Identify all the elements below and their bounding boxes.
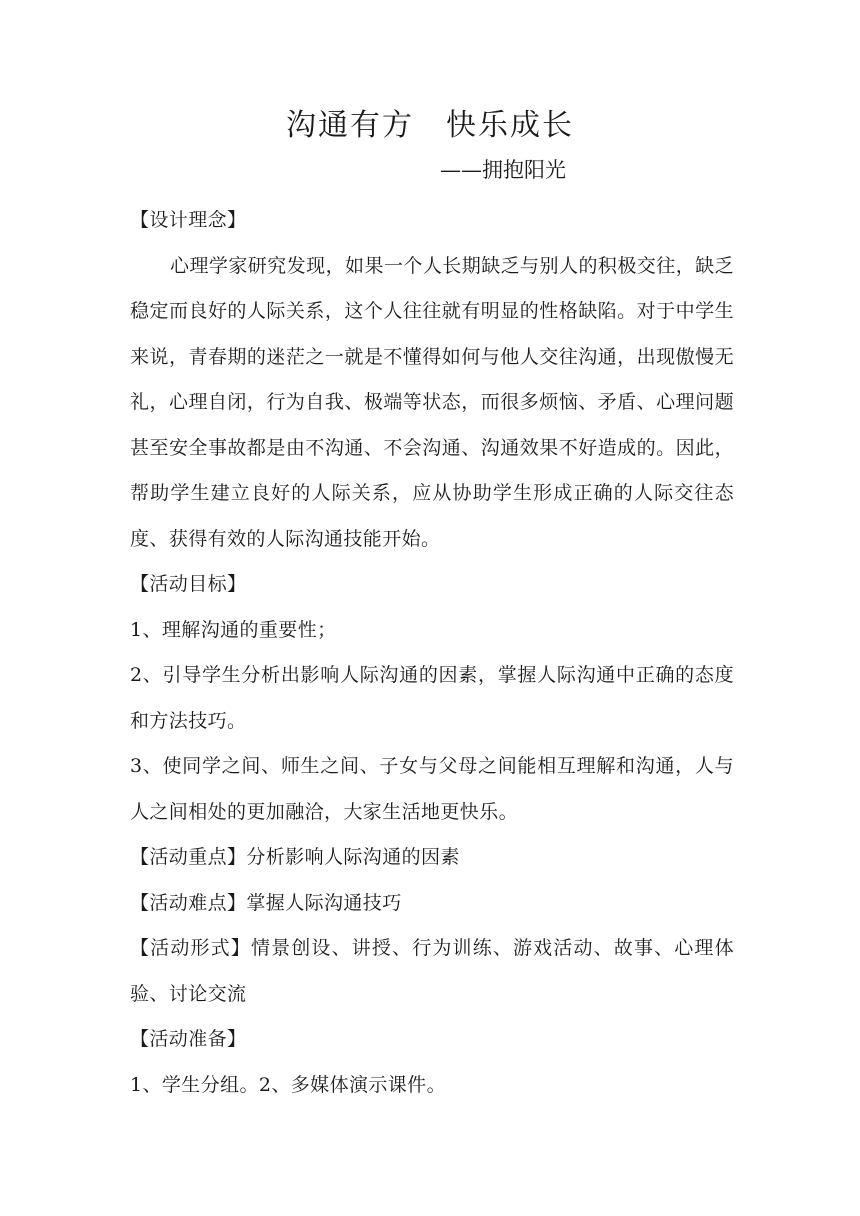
- design-concept-heading: 【设计理念】: [130, 209, 247, 231]
- document-subtitle: ——拥抱阳光: [440, 158, 566, 182]
- document-title: 沟通有方 快乐成长: [286, 108, 574, 143]
- activity-prep-heading: 【活动准备】: [130, 1028, 247, 1050]
- activity-difficulty: 【活动难点】掌握人际沟通技巧: [130, 891, 402, 914]
- activity-format: 【活动形式】情景创设、讲授、行为训练、游戏活动、故事、心理体验、讨论交流: [130, 937, 734, 1005]
- design-concept-paragraph: 心理学家研究发现，如果一个人长期缺乏与别人的积极交往，缺乏稳定而良好的人际关系，这个人往往就有明显的性格缺陷。对于中学生来说，青春期的迷茫之一就是不懂得如何与他人交往沟通，出现傲慢无礼，心理自闭，行为自我、极端等状态，而很多烦恼、矛盾、心理问题甚至安全事故都是由不沟通、不会沟通、沟通效果不好造成的。因此，帮助学生建立良好的人际关系，应从协助学生形成正确的人际交往态度、获得有效的人际沟通技能开始。: [130, 254, 734, 550]
- document-body: [130, 198, 734, 1108]
- goal-item-2: 2、引导学生分析出影响人际沟通的因素，掌握人际沟通中正确的态度和方法技巧。: [130, 664, 734, 732]
- goal-item-3: 3、使同学之间、师生之间、子女与父母之间能相互理解和沟通，人与人之间相处的更加融洽，大家生活地更快乐。: [130, 755, 734, 823]
- activity-key-point: 【活动重点】分析影响人际沟通的因素: [130, 846, 460, 868]
- activity-prep-text: 1、学生分组。2、多媒体演示课件。: [130, 1073, 446, 1096]
- goal-item-1: 1、理解沟通的重要性；: [130, 618, 337, 641]
- activity-goals-heading: 【活动目标】: [130, 573, 247, 595]
